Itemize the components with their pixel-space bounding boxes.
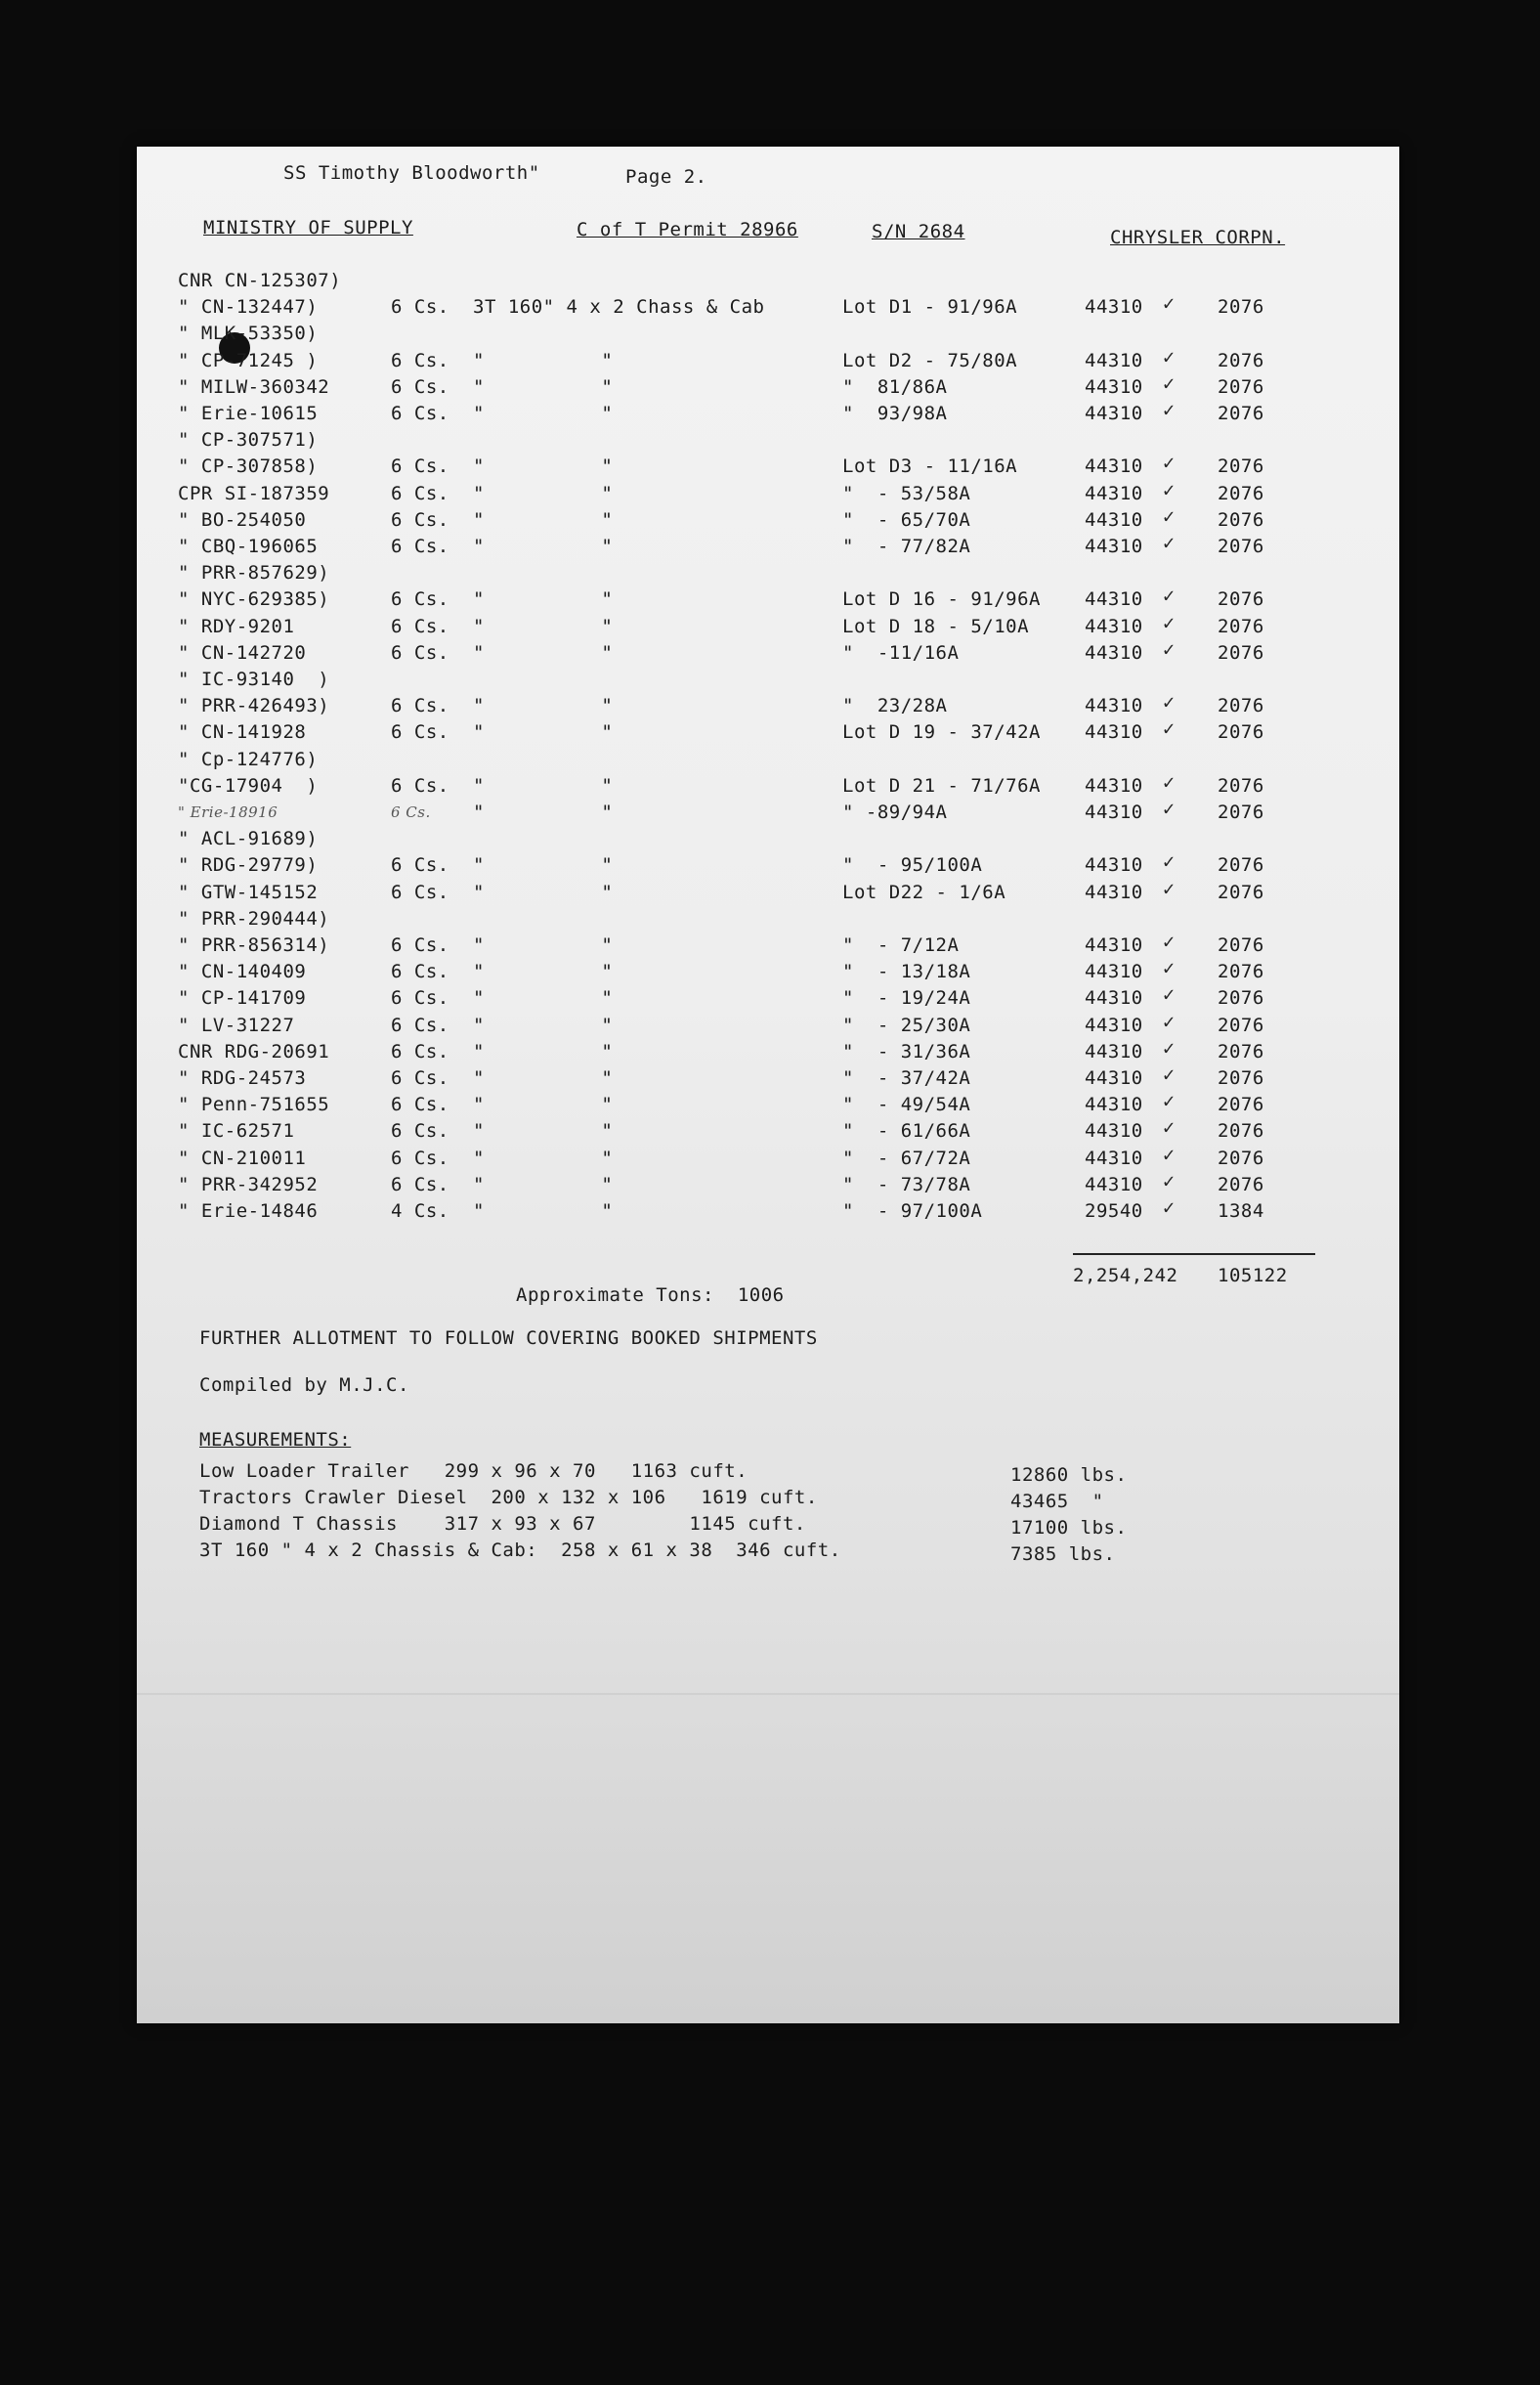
lot-number: " - 95/100A bbox=[842, 854, 983, 876]
case-count: 6 Cs. bbox=[391, 854, 449, 876]
weight-value: 44310 bbox=[1085, 350, 1143, 371]
case-count: 6 Cs. bbox=[391, 455, 449, 477]
page-number: Page 2. bbox=[625, 166, 707, 188]
amount-value: 2076 bbox=[1218, 1148, 1264, 1169]
case-count: 6 Cs. bbox=[391, 296, 449, 318]
permit-number: C of T Permit 28966 bbox=[577, 219, 798, 240]
check-mark-icon: ✓ bbox=[1163, 371, 1176, 395]
weight-value: 44310 bbox=[1085, 1120, 1143, 1142]
check-mark-icon: ✓ bbox=[1163, 877, 1176, 900]
description: " " bbox=[473, 376, 614, 398]
weight-value: 44310 bbox=[1085, 1174, 1143, 1195]
description: " " bbox=[473, 588, 614, 610]
case-count: 6 Cs. bbox=[391, 775, 449, 797]
car-number: " CN-210011 bbox=[178, 1148, 307, 1169]
lot-number: Lot D 21 - 71/76A bbox=[842, 775, 1041, 797]
weight-value: 44310 bbox=[1085, 695, 1143, 716]
car-number: " CN-142720 bbox=[178, 642, 307, 664]
check-mark-icon: ✓ bbox=[1163, 1062, 1176, 1086]
amount-value: 2076 bbox=[1218, 509, 1264, 531]
check-mark-icon: ✓ bbox=[1163, 611, 1176, 634]
description: " " bbox=[473, 1148, 614, 1169]
description: " " bbox=[473, 616, 614, 637]
car-number: " PRR-856314) bbox=[178, 934, 330, 956]
lot-number: " - 37/42A bbox=[842, 1067, 971, 1089]
description: " " bbox=[473, 403, 614, 424]
lot-number: " - 67/72A bbox=[842, 1148, 971, 1169]
check-mark-icon: ✓ bbox=[1163, 1036, 1176, 1060]
total-rule bbox=[1073, 1253, 1315, 1255]
weight-value: 44310 bbox=[1085, 509, 1143, 531]
measurement-weight: 7385 lbs. bbox=[1010, 1543, 1116, 1565]
car-number: " Erie-10615 bbox=[178, 403, 319, 424]
car-number: " CP-307858) bbox=[178, 455, 319, 477]
description: 3T 160" 4 x 2 Chass & Cab bbox=[473, 296, 765, 318]
car-number: " Erie-14846 bbox=[178, 1200, 319, 1222]
weight-value: 44310 bbox=[1085, 775, 1143, 797]
weight-value: 44310 bbox=[1085, 961, 1143, 982]
lot-number: " 23/28A bbox=[842, 695, 948, 716]
description: " " bbox=[473, 1041, 614, 1062]
car-number: " GTW-145152 bbox=[178, 882, 319, 903]
case-count: 6 Cs. bbox=[391, 803, 431, 821]
amount-value: 2076 bbox=[1218, 1174, 1264, 1195]
lot-number: " - 31/36A bbox=[842, 1041, 971, 1062]
lot-number: " -89/94A bbox=[842, 802, 948, 823]
weight-value: 44310 bbox=[1085, 802, 1143, 823]
weight-value: 44310 bbox=[1085, 934, 1143, 956]
lot-number: " 93/98A bbox=[842, 403, 948, 424]
case-count: 6 Cs. bbox=[391, 695, 449, 716]
description: " " bbox=[473, 1067, 614, 1089]
check-mark-icon: ✓ bbox=[1163, 1195, 1176, 1219]
lot-number: Lot D22 - 1/6A bbox=[842, 882, 1006, 903]
car-number: " IC-62571 bbox=[178, 1120, 295, 1142]
description: " " bbox=[473, 1174, 614, 1195]
case-count: 6 Cs. bbox=[391, 483, 449, 504]
case-count: 4 Cs. bbox=[391, 1200, 449, 1222]
case-count: 6 Cs. bbox=[391, 536, 449, 557]
amount-value: 2076 bbox=[1218, 775, 1264, 797]
case-count: 6 Cs. bbox=[391, 721, 449, 743]
case-count: 6 Cs. bbox=[391, 961, 449, 982]
car-number: CNR RDG-20691 bbox=[178, 1041, 330, 1062]
case-count: 6 Cs. bbox=[391, 509, 449, 531]
case-count: 6 Cs. bbox=[391, 1015, 449, 1036]
case-count: 6 Cs. bbox=[391, 882, 449, 903]
lot-number: " - 97/100A bbox=[842, 1200, 983, 1222]
lot-number: Lot D 16 - 91/96A bbox=[842, 588, 1041, 610]
description: " " bbox=[473, 455, 614, 477]
amount-value: 2076 bbox=[1218, 802, 1264, 823]
case-count: 6 Cs. bbox=[391, 1174, 449, 1195]
lot-number: Lot D 19 - 37/42A bbox=[842, 721, 1041, 743]
description: " " bbox=[473, 854, 614, 876]
lot-number: " - 73/78A bbox=[842, 1174, 971, 1195]
lot-number: Lot D2 - 75/80A bbox=[842, 350, 1018, 371]
description: " " bbox=[473, 1200, 614, 1222]
check-mark-icon: ✓ bbox=[1163, 930, 1176, 953]
amount-value: 2076 bbox=[1218, 642, 1264, 664]
weight-value: 44310 bbox=[1085, 455, 1143, 477]
ministry-heading: MINISTRY OF SUPPLY bbox=[203, 217, 413, 238]
weight-value: 44310 bbox=[1085, 1015, 1143, 1036]
check-mark-icon: ✓ bbox=[1163, 584, 1176, 607]
car-number: " IC-93140 ) bbox=[178, 669, 330, 690]
approximate-tons: Approximate Tons: 1006 bbox=[516, 1284, 785, 1306]
car-number: " LV-31227 bbox=[178, 1015, 295, 1036]
check-mark-icon: ✓ bbox=[1163, 504, 1176, 528]
total-weight: 2,254,242 bbox=[1073, 1265, 1178, 1286]
check-mark-icon: ✓ bbox=[1163, 1089, 1176, 1112]
document-page bbox=[137, 147, 1399, 2023]
description: " " bbox=[473, 1015, 614, 1036]
lot-number: Lot D3 - 11/16A bbox=[842, 455, 1018, 477]
car-number: CNR CN-125307) bbox=[178, 270, 342, 291]
case-count: 6 Cs. bbox=[391, 403, 449, 424]
serial-number: S/N 2684 bbox=[872, 221, 965, 242]
weight-value: 44310 bbox=[1085, 1041, 1143, 1062]
car-number: " RDY-9201 bbox=[178, 616, 295, 637]
check-mark-icon: ✓ bbox=[1163, 1115, 1176, 1139]
car-number: CPR SI-187359 bbox=[178, 483, 330, 504]
check-mark-icon: ✓ bbox=[1163, 770, 1176, 794]
check-mark-icon: ✓ bbox=[1163, 1010, 1176, 1033]
compiled-by: Compiled by M.J.C. bbox=[199, 1374, 409, 1396]
amount-value: 2076 bbox=[1218, 987, 1264, 1009]
description: " " bbox=[473, 483, 614, 504]
car-number: " CN-132447) bbox=[178, 296, 319, 318]
car-number: " BO-254050 bbox=[178, 509, 307, 531]
amount-value: 1384 bbox=[1218, 1200, 1264, 1222]
description: " " bbox=[473, 802, 614, 823]
car-number: " Cp-124776) bbox=[178, 749, 319, 770]
check-mark-icon: ✓ bbox=[1163, 716, 1176, 740]
check-mark-icon: ✓ bbox=[1163, 637, 1176, 661]
car-number: " CBQ-196065 bbox=[178, 536, 319, 557]
description: " " bbox=[473, 509, 614, 531]
check-mark-icon: ✓ bbox=[1163, 398, 1176, 421]
lot-number: " -11/16A bbox=[842, 642, 960, 664]
case-count: 6 Cs. bbox=[391, 616, 449, 637]
check-mark-icon: ✓ bbox=[1163, 291, 1176, 315]
car-number: " MLK-53350) bbox=[178, 323, 319, 344]
lot-number: Lot D 18 - 5/10A bbox=[842, 616, 1030, 637]
amount-value: 2076 bbox=[1218, 1120, 1264, 1142]
weight-value: 44310 bbox=[1085, 1148, 1143, 1169]
weight-value: 44310 bbox=[1085, 403, 1143, 424]
measurement-item: 3T 160 " 4 x 2 Chassis & Cab: 258 x 61 x 38 346 cuft. bbox=[199, 1539, 841, 1561]
lot-number: " - 13/18A bbox=[842, 961, 971, 982]
check-mark-icon: ✓ bbox=[1163, 956, 1176, 979]
case-count: 6 Cs. bbox=[391, 1067, 449, 1089]
car-number: " CN-140409 bbox=[178, 961, 307, 982]
check-mark-icon: ✓ bbox=[1163, 345, 1176, 369]
weight-value: 44310 bbox=[1085, 642, 1143, 664]
measurement-item: Low Loader Trailer 299 x 96 x 70 1163 cuft. bbox=[199, 1460, 749, 1482]
fold-line bbox=[137, 1693, 1399, 1695]
description: " " bbox=[473, 1094, 614, 1115]
amount-value: 2076 bbox=[1218, 403, 1264, 424]
weight-value: 44310 bbox=[1085, 721, 1143, 743]
weight-value: 44310 bbox=[1085, 882, 1143, 903]
weight-value: 44310 bbox=[1085, 854, 1143, 876]
description: " " bbox=[473, 695, 614, 716]
car-number: " PRR-342952 bbox=[178, 1174, 319, 1195]
case-count: 6 Cs. bbox=[391, 987, 449, 1009]
case-count: 6 Cs. bbox=[391, 376, 449, 398]
check-mark-icon: ✓ bbox=[1163, 849, 1176, 873]
check-mark-icon: ✓ bbox=[1163, 690, 1176, 714]
car-number: " PRR-290444) bbox=[178, 908, 330, 930]
weight-value: 44310 bbox=[1085, 376, 1143, 398]
measurements-heading: MEASUREMENTS: bbox=[199, 1429, 352, 1451]
description: " " bbox=[473, 934, 614, 956]
case-count: 6 Cs. bbox=[391, 1120, 449, 1142]
amount-value: 2076 bbox=[1218, 854, 1264, 876]
car-number: " CN-141928 bbox=[178, 721, 307, 743]
measurement-weight: 12860 lbs. bbox=[1010, 1464, 1128, 1486]
description: " " bbox=[473, 350, 614, 371]
ship-title: SS Timothy Bloodworth" bbox=[283, 162, 540, 184]
weight-value: 44310 bbox=[1085, 616, 1143, 637]
description: " " bbox=[473, 721, 614, 743]
amount-value: 2076 bbox=[1218, 588, 1264, 610]
case-count: 6 Cs. bbox=[391, 1148, 449, 1169]
amount-value: 2076 bbox=[1218, 536, 1264, 557]
weight-value: 44310 bbox=[1085, 296, 1143, 318]
case-count: 6 Cs. bbox=[391, 350, 449, 371]
weight-value: 44310 bbox=[1085, 1067, 1143, 1089]
lot-number: " - 7/12A bbox=[842, 934, 960, 956]
check-mark-icon: ✓ bbox=[1163, 1169, 1176, 1192]
amount-value: 2076 bbox=[1218, 1015, 1264, 1036]
car-number: " RDG-29779) bbox=[178, 854, 319, 876]
amount-value: 2076 bbox=[1218, 1041, 1264, 1062]
amount-value: 2076 bbox=[1218, 455, 1264, 477]
description: " " bbox=[473, 1120, 614, 1142]
further-allotment-note: FURTHER ALLOTMENT TO FOLLOW COVERING BOOKED SHIPMENTS bbox=[199, 1327, 818, 1349]
car-number: " Erie-18916 bbox=[178, 803, 278, 821]
amount-value: 2076 bbox=[1218, 376, 1264, 398]
lot-number: " - 53/58A bbox=[842, 483, 971, 504]
check-mark-icon: ✓ bbox=[1163, 797, 1176, 820]
lot-number: " - 61/66A bbox=[842, 1120, 971, 1142]
car-number: " ACL-91689) bbox=[178, 828, 319, 849]
lot-number: " - 77/82A bbox=[842, 536, 971, 557]
car-number: " Penn-751655 bbox=[178, 1094, 330, 1115]
lot-number: " - 65/70A bbox=[842, 509, 971, 531]
amount-value: 2076 bbox=[1218, 882, 1264, 903]
weight-value: 44310 bbox=[1085, 987, 1143, 1009]
description: " " bbox=[473, 536, 614, 557]
case-count: 6 Cs. bbox=[391, 1094, 449, 1115]
description: " " bbox=[473, 987, 614, 1009]
description: " " bbox=[473, 882, 614, 903]
weight-value: 44310 bbox=[1085, 536, 1143, 557]
amount-value: 2076 bbox=[1218, 296, 1264, 318]
car-number: " RDG-24573 bbox=[178, 1067, 307, 1089]
case-count: 6 Cs. bbox=[391, 588, 449, 610]
car-number: " PRR-857629) bbox=[178, 562, 330, 584]
lot-number: " - 19/24A bbox=[842, 987, 971, 1009]
check-mark-icon: ✓ bbox=[1163, 531, 1176, 554]
amount-value: 2076 bbox=[1218, 1067, 1264, 1089]
check-mark-icon: ✓ bbox=[1163, 451, 1176, 474]
measurement-weight: 43465 " bbox=[1010, 1491, 1104, 1512]
weight-value: 29540 bbox=[1085, 1200, 1143, 1222]
case-count: 6 Cs. bbox=[391, 934, 449, 956]
weight-value: 44310 bbox=[1085, 483, 1143, 504]
car-number: " NYC-629385) bbox=[178, 588, 330, 610]
car-number: " PRR-426493) bbox=[178, 695, 330, 716]
car-number: " CP-141709 bbox=[178, 987, 307, 1009]
measurement-item: Diamond T Chassis 317 x 93 x 67 1145 cuft. bbox=[199, 1513, 806, 1535]
lot-number: " - 49/54A bbox=[842, 1094, 971, 1115]
measurement-item: Tractors Crawler Diesel 200 x 132 x 106 1619 cuft. bbox=[199, 1487, 818, 1508]
amount-value: 2076 bbox=[1218, 721, 1264, 743]
description: " " bbox=[473, 961, 614, 982]
amount-value: 2076 bbox=[1218, 695, 1264, 716]
weight-value: 44310 bbox=[1085, 588, 1143, 610]
total-amount: 105122 bbox=[1218, 1265, 1288, 1286]
check-mark-icon: ✓ bbox=[1163, 478, 1176, 501]
amount-value: 2076 bbox=[1218, 350, 1264, 371]
description: " " bbox=[473, 642, 614, 664]
company-name: CHRYSLER CORPN. bbox=[1110, 227, 1286, 248]
amount-value: 2076 bbox=[1218, 1094, 1264, 1115]
car-number: "CG-17904 ) bbox=[178, 775, 319, 797]
car-number: " CP-307571) bbox=[178, 429, 319, 451]
amount-value: 2076 bbox=[1218, 961, 1264, 982]
weight-value: 44310 bbox=[1085, 1094, 1143, 1115]
check-mark-icon: ✓ bbox=[1163, 1143, 1176, 1166]
car-number: " MILW-360342 bbox=[178, 376, 330, 398]
case-count: 6 Cs. bbox=[391, 1041, 449, 1062]
case-count: 6 Cs. bbox=[391, 642, 449, 664]
amount-value: 2076 bbox=[1218, 616, 1264, 637]
lot-number: Lot D1 - 91/96A bbox=[842, 296, 1018, 318]
amount-value: 2076 bbox=[1218, 483, 1264, 504]
lot-number: " 81/86A bbox=[842, 376, 948, 398]
car-number: " CP-71245 ) bbox=[178, 350, 319, 371]
measurement-weight: 17100 lbs. bbox=[1010, 1517, 1128, 1539]
lot-number: " - 25/30A bbox=[842, 1015, 971, 1036]
amount-value: 2076 bbox=[1218, 934, 1264, 956]
check-mark-icon: ✓ bbox=[1163, 982, 1176, 1006]
description: " " bbox=[473, 775, 614, 797]
